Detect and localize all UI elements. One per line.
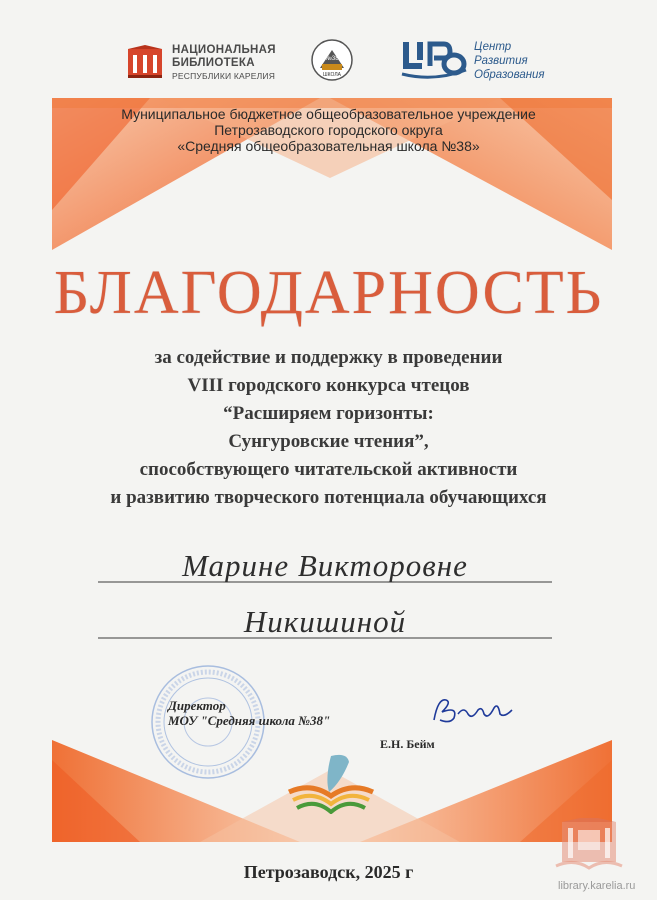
- body-line3: “Расширяем горизонты:: [223, 403, 434, 424]
- crpo-logo-text: [474, 40, 545, 82]
- crpo-logo: [400, 38, 468, 85]
- signatory-position: Директор: [168, 698, 226, 713]
- organization-line2: Петрозаводского городского округа: [214, 122, 443, 138]
- body-line4: Сунгуровские чтения”,: [228, 431, 429, 452]
- certificate-body: [30, 344, 627, 512]
- crpo-line2: Развития: [474, 55, 528, 67]
- library-watermark-icon: [554, 818, 624, 876]
- library-name-line3: РЕСПУБЛИКИ КАРЕЛИЯ: [172, 71, 276, 81]
- school-38-logo: [310, 38, 354, 87]
- library-emblem-icon: [126, 45, 166, 79]
- watermark-site: library.karelia.ru: [558, 880, 636, 892]
- signatory-block: [168, 698, 330, 728]
- recipient-name-second-line: Никишиной: [243, 604, 407, 639]
- city-and-year: Петрозаводск, 2025 г: [243, 862, 414, 882]
- book-quill-emblem-icon: [285, 752, 377, 814]
- organization-name: [40, 106, 617, 154]
- organization-line3: «Средняя общеобразовательная школа №38»: [177, 138, 480, 154]
- body-line6: и развитию творческого потенциала обучающихся: [110, 487, 547, 508]
- school-logo-number: №38: [325, 56, 339, 62]
- recipient-name-first-line: Марине Викторовне: [182, 548, 468, 583]
- body-line2: VIII городского конкурса чтецов: [187, 375, 470, 396]
- handwritten-signature: [428, 692, 518, 728]
- body-line5: способствующего читательской активности: [139, 459, 518, 480]
- certificate-title: БЛАГОДАРНОСТЬ: [53, 259, 604, 327]
- crpo-emblem-icon: [400, 38, 468, 80]
- school-logo-label: ШКОЛА: [323, 72, 341, 78]
- school-emblem-icon: [310, 38, 354, 82]
- library-name-line1: НАЦИОНАЛЬНАЯ: [172, 44, 276, 56]
- crpo-line1: Центр: [474, 41, 512, 53]
- national-library-logo-text: [172, 44, 276, 83]
- body-line1: за содействие и поддержку в проведении: [154, 347, 503, 368]
- organization-line1: Муниципальное бюджетное общеобразовательное учреждение: [121, 106, 536, 122]
- library-name-line2: БИБЛИОТЕКА: [172, 57, 255, 69]
- signatory-name: Е.Н. Бейм: [380, 737, 435, 751]
- crpo-line3: Образования: [474, 69, 545, 81]
- signatory-organization: МОУ "Средняя школа №38": [168, 713, 331, 728]
